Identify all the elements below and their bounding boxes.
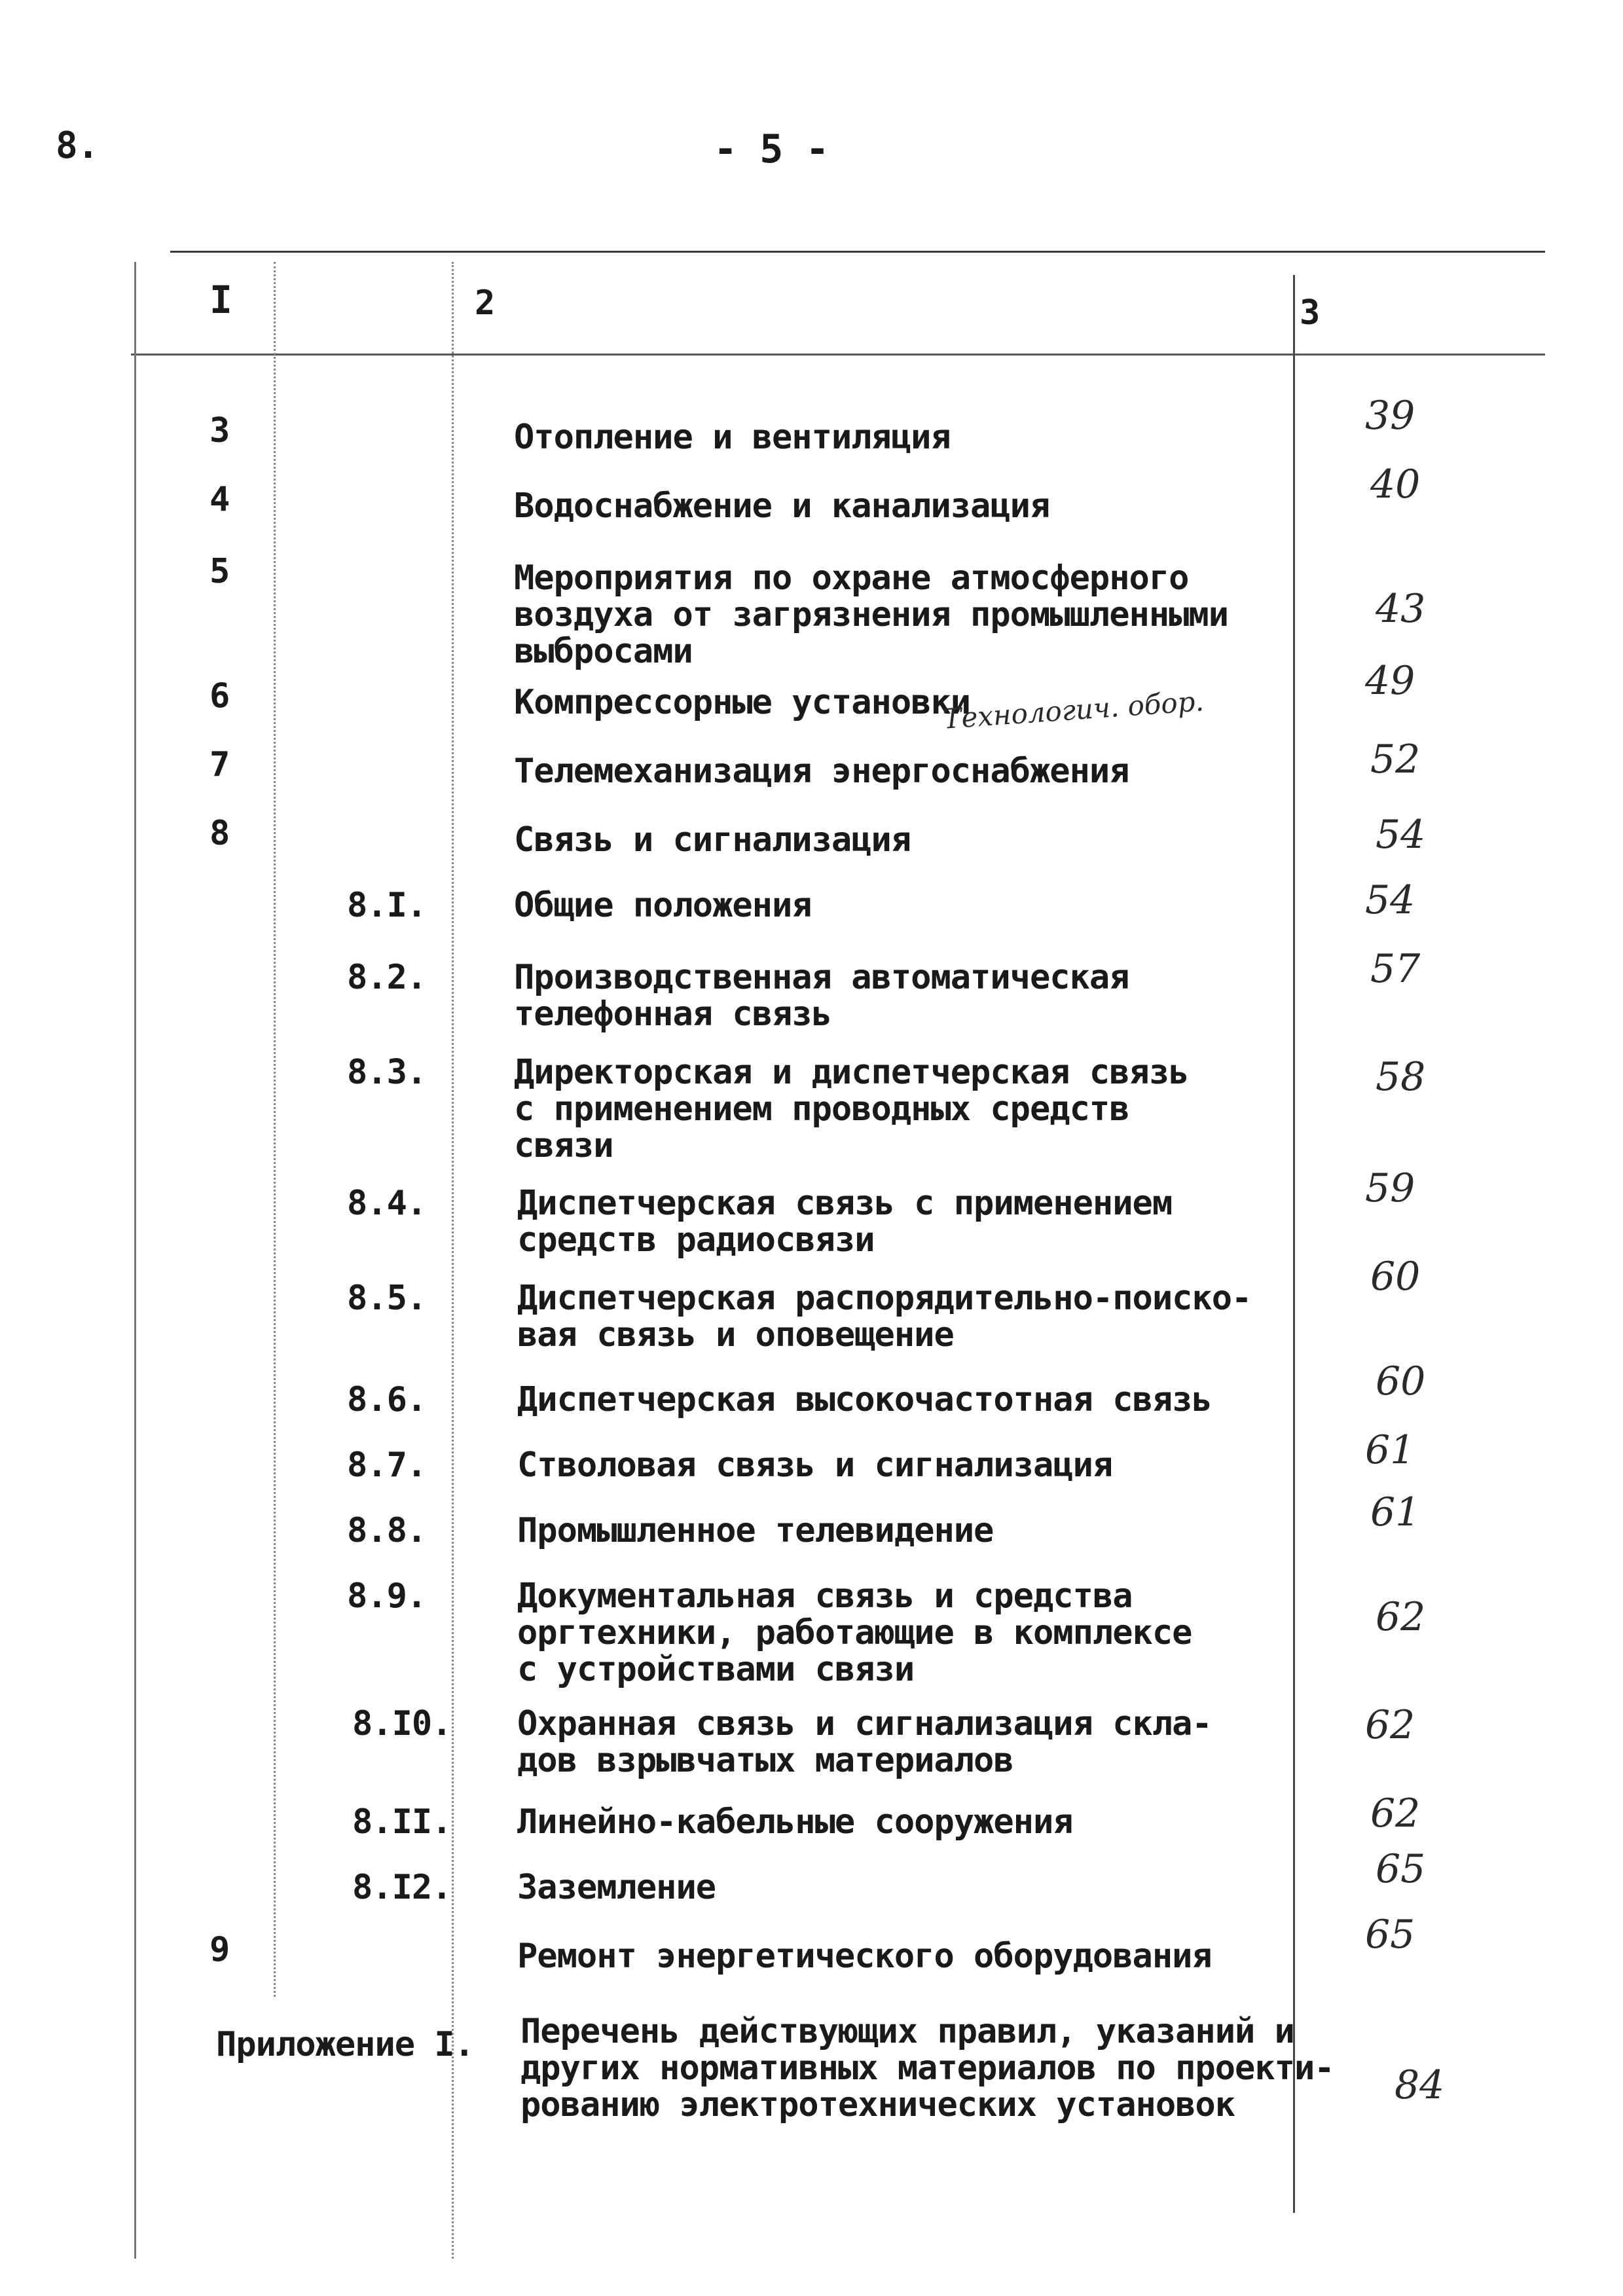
row-title: Диспетчерская высокочастотная связь: [517, 1380, 1212, 1419]
row-page: 43: [1376, 586, 1426, 632]
row-number: 9: [210, 1930, 230, 1969]
row-number: 3: [210, 411, 230, 450]
row-title: Отопление и вентиляция: [514, 418, 951, 457]
row-subnumber: 8.II.: [352, 1802, 452, 1842]
appendix-label: Приложение I.: [216, 2025, 474, 2064]
row-page: 62: [1376, 1594, 1426, 1640]
corner-number: 8.: [56, 124, 99, 167]
row-subnumber: 8.6.: [347, 1380, 427, 1419]
row-title: Охранная связь и сигнализация скла- дов взрывчатых материалов: [517, 1704, 1212, 1780]
row-subnumber: 8.2.: [347, 958, 427, 997]
row-title: Линейно-кабельные сооружения: [517, 1802, 1073, 1842]
row-subnumber: 8.I.: [347, 886, 427, 925]
row-page: 57: [1370, 946, 1421, 992]
row-page: 58: [1376, 1054, 1426, 1100]
row-subnumber: 8.5.: [347, 1279, 427, 1318]
row-number: 6: [210, 676, 230, 716]
row-title: Водоснабжение и канализация: [514, 486, 1050, 526]
row-subnumber: 8.8.: [347, 1511, 427, 1550]
row-title: Мероприятия по охране атмосферного воздуха от загрязнения промышленными выбросами: [514, 558, 1229, 671]
column-divider-1: [274, 262, 276, 1997]
row-number: 4: [210, 480, 230, 519]
row-subnumber: 8.9.: [347, 1576, 427, 1616]
column-divider-3: [1293, 275, 1295, 2213]
row-number: 7: [210, 745, 230, 784]
row-page: 39: [1365, 393, 1415, 439]
row-subnumber: 8.I0.: [352, 1704, 452, 1743]
appendix-page: 84: [1395, 2062, 1445, 2108]
row-title: Ремонт энергетического оборудования: [517, 1937, 1212, 1976]
table-top-rule: [170, 251, 1545, 253]
column-divider-2: [452, 262, 454, 2259]
row-page: 61: [1365, 1427, 1415, 1473]
row-page: 65: [1365, 1912, 1415, 1958]
row-number: 8: [210, 814, 230, 853]
row-title: Связь и сигнализация: [514, 820, 911, 860]
row-title: Производственная автоматическая телефонная связь: [514, 958, 1129, 1034]
row-page: 60: [1370, 1254, 1421, 1300]
row-page: 59: [1365, 1165, 1415, 1211]
row-subnumber: 8.4.: [347, 1184, 427, 1223]
header-col-3: 3: [1300, 293, 1320, 333]
row-subnumber: 8.3.: [347, 1053, 427, 1092]
row-page: 54: [1365, 877, 1415, 923]
row-page: 40: [1370, 462, 1421, 507]
handwritten-annotation: Технологич. обор.: [941, 685, 1205, 735]
row-subnumber: 8.I2.: [352, 1868, 452, 1907]
row-page: 62: [1370, 1791, 1421, 1836]
row-title: Промышленное телевидение: [517, 1511, 994, 1550]
header-col-2: 2: [475, 283, 495, 323]
row-page: 52: [1370, 737, 1421, 782]
row-title: Документальная связь и средства оргтехники, работающие в комплексе с устройствами связи: [517, 1576, 1192, 1689]
row-page: 62: [1365, 1702, 1415, 1748]
row-number: 5: [210, 552, 230, 591]
row-title: Стволовая связь и сигнализация: [517, 1446, 1113, 1485]
table-header-rule: [131, 354, 1545, 355]
row-title: Телемеханизация энергоснабжения: [514, 752, 1129, 791]
row-page: 49: [1365, 658, 1415, 704]
table-left-border: [134, 262, 136, 2259]
row-page: 61: [1370, 1489, 1421, 1535]
row-page: 60: [1376, 1358, 1426, 1404]
page-number: - 5 -: [714, 126, 829, 172]
row-title: Диспетчерская связь с применением средств радиосвязи: [517, 1184, 1173, 1260]
row-page: 65: [1376, 1846, 1426, 1892]
appendix-title: Перечень действующих правил, указаний и других нормативных материалов по проекти- рованию электротехнических установок: [520, 2012, 1334, 2124]
row-title: Общие положения: [514, 886, 812, 925]
row-page: 54: [1376, 812, 1426, 858]
header-col-1: I: [210, 278, 232, 322]
row-subnumber: 8.7.: [347, 1446, 427, 1485]
row-title: Заземление: [517, 1868, 716, 1907]
row-title: Компрессорные установки: [514, 683, 971, 722]
row-title: Диспетчерская распорядительно-поиско- вая связь и оповещение: [517, 1279, 1252, 1355]
row-title: Директорская и диспетчерская связь с применением проводных средств связи: [514, 1053, 1189, 1165]
